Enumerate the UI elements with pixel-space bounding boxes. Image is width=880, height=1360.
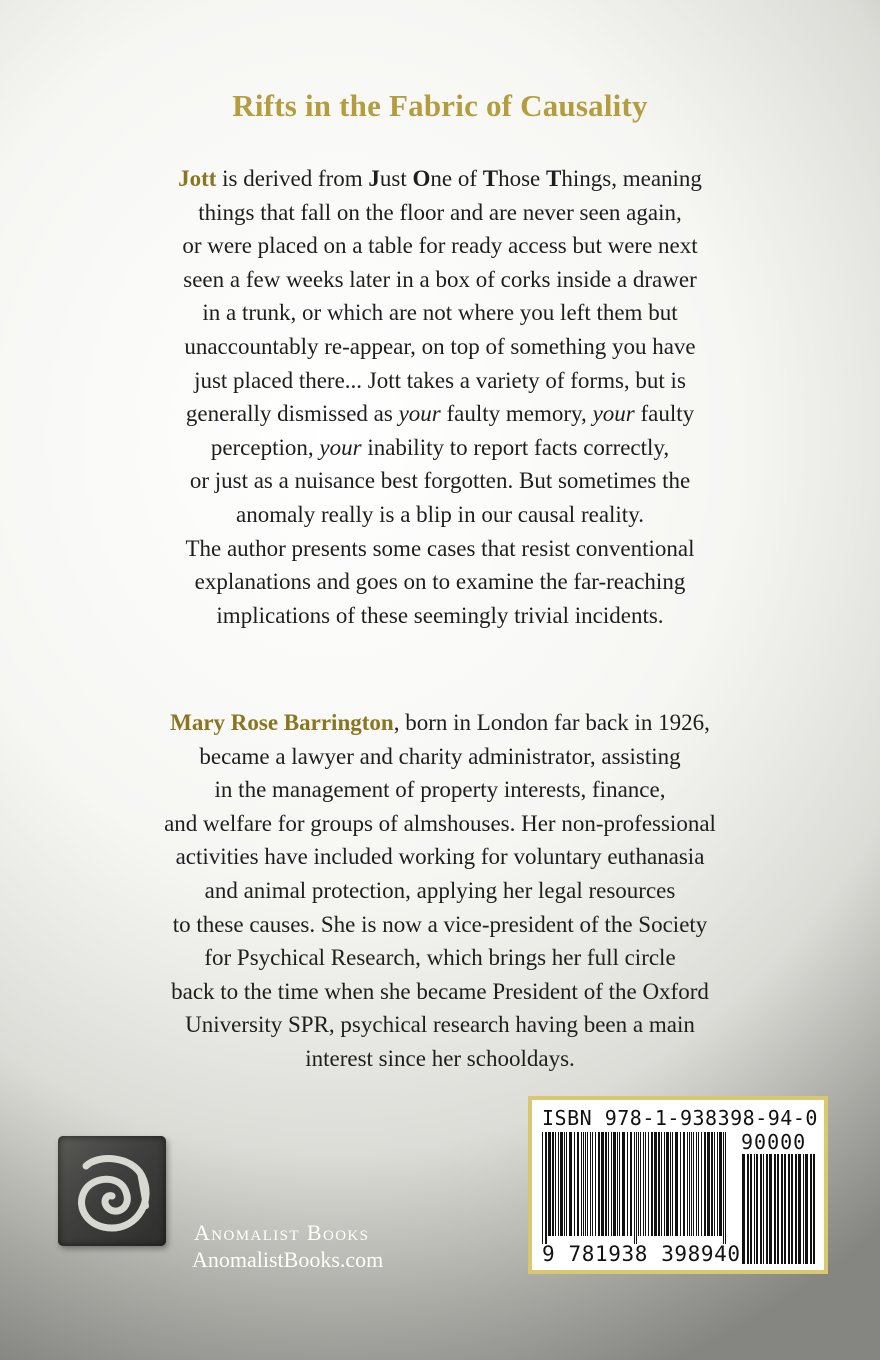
- barcode-bar: [622, 1132, 625, 1236]
- isbn-barcode: [528, 1096, 828, 1274]
- bio-line: activities have included working for voluntary euthanasia: [175, 844, 705, 870]
- barcode-bar: [636, 1132, 637, 1244]
- barcode-bar: [577, 1132, 579, 1236]
- barcode-bar: [723, 1132, 724, 1244]
- bio-line: interest since her schooldays.: [305, 1045, 575, 1071]
- barcode-bar: [689, 1132, 690, 1236]
- barcode-bar: [643, 1132, 644, 1236]
- addon-bar: [760, 1154, 762, 1264]
- barcode-bar: [693, 1132, 694, 1236]
- blurb-line: unaccountably re-appear, on top of something you have: [184, 333, 696, 359]
- barcode-bar: [583, 1132, 584, 1236]
- barcode-bar: [658, 1132, 660, 1236]
- addon-bar: [747, 1154, 749, 1264]
- ean-number: 9 781938 398940: [542, 1242, 741, 1266]
- isbn-label: ISBN 978-1-938398-94-0: [542, 1106, 818, 1130]
- barcode-bar: [638, 1132, 639, 1236]
- barcode-bar: [564, 1132, 565, 1236]
- barcode-bar: [687, 1132, 688, 1236]
- barcode-bar: [558, 1132, 559, 1236]
- barcode-bar: [683, 1132, 685, 1236]
- bio-line: and welfare for groups of almshouses. Her non-professional: [164, 810, 716, 836]
- blurb-line: implications of these seemingly trivial incidents.: [216, 602, 664, 628]
- barcode-bar: [714, 1132, 715, 1236]
- barcode-bar: [619, 1132, 620, 1236]
- barcode-bar: [587, 1132, 588, 1236]
- addon-bar: [774, 1154, 776, 1264]
- barcode-bar: [581, 1132, 582, 1236]
- barcode-bar: [617, 1132, 618, 1236]
- author-bio: [100, 706, 780, 1076]
- spiral-stone-icon: [58, 1136, 166, 1246]
- addon-bar: [766, 1154, 768, 1264]
- barcode-bar: [654, 1132, 657, 1236]
- barcode-bar: [560, 1132, 563, 1236]
- barcode-bar: [590, 1132, 591, 1236]
- spiral-glyph: [58, 1136, 166, 1246]
- barcode-bar: [601, 1132, 604, 1236]
- blurb-line: just placed there... Jott takes a variety of forms, but is: [194, 367, 686, 393]
- barcode-bar: [545, 1132, 547, 1244]
- barcode-bar: [598, 1132, 600, 1236]
- addon-bar: [788, 1154, 790, 1264]
- barcode-bar: [569, 1132, 572, 1236]
- barcode-bar: [613, 1132, 616, 1236]
- barcode-bar: [725, 1132, 726, 1244]
- barcode-bar: [707, 1132, 710, 1236]
- bio-line: became a lawyer and charity administrator, assisting: [199, 743, 681, 769]
- bio-line: in the management of property interests, finance,: [214, 777, 666, 803]
- author-name: Mary Rose Barrington: [170, 710, 394, 735]
- barcode-bar: [640, 1132, 641, 1236]
- barcode-bar: [698, 1132, 699, 1236]
- addon-bar: [742, 1154, 745, 1264]
- barcode-bar: [630, 1132, 632, 1236]
- barcode-bar: [719, 1132, 722, 1236]
- barcode-bar: [592, 1132, 593, 1236]
- barcode-bar: [585, 1132, 586, 1236]
- barcode-bar: [645, 1132, 646, 1236]
- barcode-bar: [675, 1132, 678, 1236]
- blurb-line: The author presents some cases that resist conventional: [185, 535, 695, 561]
- addon-bar: [784, 1154, 786, 1264]
- bio-line: and animal protection, applying her legal resources: [204, 877, 676, 903]
- barcode-bar: [542, 1132, 543, 1244]
- price-addon: 90000: [741, 1130, 807, 1154]
- barcode-bar: [664, 1132, 665, 1236]
- barcode-bar: [680, 1132, 681, 1236]
- bio-line: Mary Rose Barrington, born in London far back in 1926,: [170, 710, 710, 735]
- barcode-bar: [608, 1132, 609, 1236]
- addon-bar: [791, 1154, 793, 1264]
- addon-bar: [798, 1154, 801, 1264]
- publisher-website: AnomalistBooks.com: [192, 1247, 384, 1272]
- blurb-line: seen a few weeks later in a box of corks inside a drawer: [183, 266, 697, 292]
- bio-line: to these causes. She is now a vice-president of the Society: [172, 911, 708, 937]
- barcode-bar: [552, 1132, 554, 1236]
- blurb-line: or were placed on a table for ready access but were next: [182, 233, 698, 259]
- barcode-bar: [672, 1132, 673, 1236]
- blurb-line: Jott is derived from Just One of Those Things, meaning: [178, 166, 702, 191]
- blurb-line: or just as a nuisance best forgotten. But sometimes the: [189, 468, 691, 494]
- jott-term: Jott: [178, 166, 217, 191]
- book-description: [100, 162, 780, 632]
- blurb-line: perception, your inability to report facts correctly,: [210, 434, 670, 460]
- addon-bar: [769, 1154, 772, 1264]
- barcode-bar: [627, 1132, 628, 1236]
- barcode-bar: [605, 1132, 607, 1236]
- barcode-bar: [548, 1132, 551, 1236]
- addon-bar: [777, 1154, 779, 1264]
- barcode-bar: [691, 1132, 692, 1236]
- barcode-bar: [661, 1132, 662, 1236]
- blurb-line: in a trunk, or which are not where you left them but: [202, 300, 678, 326]
- addon-bar: [803, 1154, 804, 1264]
- blurb-line: explanations and goes on to examine the far-reaching: [194, 569, 686, 595]
- barcode-bar: [670, 1132, 671, 1236]
- barcode-bar: [555, 1132, 556, 1236]
- barcode-bar: [696, 1132, 697, 1236]
- bio-line: back to the time when she became President of the Oxford: [171, 978, 709, 1004]
- barcode-bar: [648, 1132, 649, 1236]
- addon-bar: [805, 1154, 808, 1264]
- bio-line: University SPR, psychical research having been a main: [185, 1012, 695, 1038]
- addon-bar: [810, 1154, 812, 1264]
- barcode-bar: [717, 1132, 718, 1236]
- barcode-bar: [595, 1132, 596, 1236]
- blurb-line: generally dismissed as your faulty memory, your faulty: [185, 401, 695, 427]
- barcode-bar: [704, 1132, 706, 1236]
- addon-bar: [754, 1154, 755, 1264]
- barcode-bar: [574, 1132, 575, 1236]
- barcode-bar: [651, 1132, 653, 1236]
- bio-line: for Psychical Research, which brings her full circle: [204, 945, 676, 971]
- barcode-bar: [611, 1132, 612, 1236]
- addon-bar: [750, 1154, 752, 1264]
- addon-bar: [781, 1154, 783, 1264]
- barcode-bar: [701, 1132, 702, 1236]
- publisher-name: Anomalist Books: [194, 1220, 370, 1245]
- barcode-bar: [634, 1132, 635, 1244]
- barcode-bar: [666, 1132, 669, 1236]
- book-title: Rifts in the Fabric of Causality: [232, 88, 648, 123]
- addon-bar: [813, 1154, 815, 1264]
- addon-bar: [756, 1154, 758, 1264]
- addon-bar: [795, 1154, 797, 1264]
- barcode-bar: [566, 1132, 567, 1236]
- blurb-line: anomaly really is a blip in our causal reality.: [236, 501, 644, 527]
- barcode-bar: [711, 1132, 713, 1236]
- blurb-line: things that fall on the floor and are never seen again,: [198, 199, 682, 225]
- addon-bar: [763, 1154, 764, 1264]
